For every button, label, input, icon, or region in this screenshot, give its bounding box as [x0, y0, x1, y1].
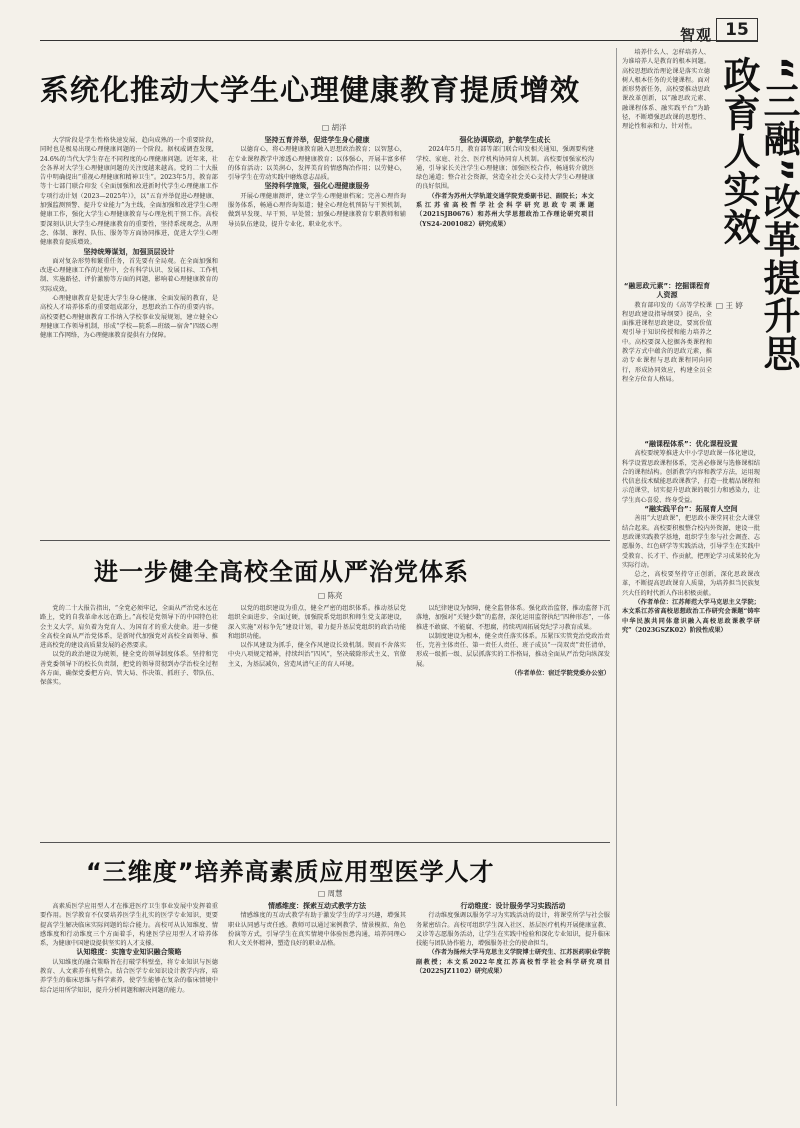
article2-col2 [228, 604, 406, 834]
article1-para: 大学阶段是学生性格快速发展、趋向成熟的一个重要阶段，同时也是极易出现心理健康问题的一个阶段。据权威调查发现，24.6%的当代大学生存在不同程度的心理健康问题。近年来，社会各界对大学生心理健康问题的关注度越来越高。党的二十大报告中明确提出“重视心理健康和精神卫生”。2023年5月，教育部等十七部门联合印发《全面加强和改进新时代学生心理健康工作专项行动计划（2023—2025年）》，以“五育并举促进心理健康、加强监测预警、提升专业能力”为主线，全面加强和改进学生心理健康工作，强化大学生心理健康教育与心理危机干预工作。高校要深刻认识大学生心理健康教育的重要性，坚持系统观念，从理念、体制、课程、队伍、服务等方面协同推进，促进大学生心理健康教育提质增效。 [40, 137, 218, 247]
page-number: 15 [716, 18, 758, 42]
article3-author-note: （作者为扬州大学马克思主义学院博士研究生、江苏医药职业学院副教授；本文系2022年度江苏高校哲学社会科学研究项目（2022SJZ1102）研究成果） [416, 949, 610, 976]
article1-subheading: 坚持统筹谋划，加强顶层设计 [83, 247, 175, 256]
article1-subheading: 坚持科学施策，强化心理健康服务 [264, 182, 370, 191]
article4-subheading: “融课程体系”：优化课程设置 [644, 440, 738, 448]
article4-para: 善用“大思政课”，把思政小课堂同社会大课堂结合起来。高校要积极整合校内外资源，建设一批思政课实践教学基地，组织学生参与社会调查、志愿服务、红色研学等实践活动，引导学生在实践中受教育、长才干、作贡献，把理论学习成果转化为实际行动。 [622, 515, 760, 569]
divider [40, 540, 610, 541]
article2-title: 进一步健全高校全面从严治党体系 [94, 558, 469, 586]
article1-para: 开展心理健康测评，建立学生心理健康档案；完善心理咨询服务体系，畅通心理咨询渠道；健全心理危机预防与干预机制，做到早发现、早干预、早处置；加强心理健康教育专职教师和辅导员队伍建设，提升专业化、职业化水平。 [228, 192, 406, 228]
article4-para: 总之，高校要坚持守正创新，深化思政课改革，不断提高思政课育人质量，为培养担当民族复兴大任的时代新人作出积极贡献。 [622, 571, 760, 597]
article2-author: □ 陈亮 [318, 591, 343, 600]
article3-para: 认知维度的融合策略旨在打破学科壁垒，将专业知识与医德教育、人文素养有机整合。结合医学专业知识设计教学内容，培养学生的临床思维与科学素养，使学生能够在复杂的临床情境中综合运用所学知识，提升分析问题和解决问题的能力。 [40, 958, 218, 994]
article4-subheading: “融思政元素”：挖掘课程育人资源 [623, 282, 711, 300]
article1-author: □ 胡洋 [322, 123, 347, 132]
article1-author-note: （作者为苏州大学轨道交通学院党委副书记、副院长；本文系江苏省高校哲学社会科学研究思政专项课题（2021SJB0676）和苏州大学思想政治工作理论研究项目（YS24-2001082）研究成果） [416, 192, 594, 228]
article1-col1 [40, 136, 218, 534]
article3-para: 行动维度强调以服务学习为实践活动的设计，将课堂所学与社会服务紧密结合。高校可组织学生深入社区、基层医疗机构开展健康宣教、义诊等志愿服务活动，让学生在实践中检验和深化专业知识，提升临床技能与团队协作能力，增强服务社会的使命担当。 [416, 912, 610, 948]
article3-title: “三维度”培养高素质应用型医学人才 [86, 858, 495, 886]
article1-subheading: 强化协调联动，护航学生成长 [459, 136, 551, 144]
article2-para: 以党的政治建设为统领，健全党的领导制度体系。坚持和完善党委领导下的校长负责制，把党的领导贯彻到办学治校全过程各方面，确保党委把方向、管大局、作决策、抓班子、带队伍、保落实。 [40, 651, 218, 687]
article4-author: □ 王 婷 [716, 301, 743, 310]
article4-col-top [622, 48, 710, 278]
article3-para: 高素质医学应用型人才在推进医疗卫生事业发展中发挥着重要作用。医学教育不仅要培养医学生扎实的医学专业知识，更要提高学生解决临床实际问题的综合能力。高校可从认知维度、情感维度和行动维度三个方面着手，构建医学应用型人才培养体系，为健康中国建设提供坚实的人才支撑。 [40, 903, 218, 948]
article1-col3 [416, 136, 594, 534]
article3-subheading: 情感维度：探索互动式教学方法 [268, 902, 366, 910]
article3-para: 情感维度的互动式教学有助于激发学生的学习兴趣，增强其职业认同感与责任感。教师可以通过案例教学、情景模拟、角色扮演等方式，引导学生在真实情境中体验医患沟通，培养同理心和人文关怀精神，塑造良好的职业品格。 [228, 912, 406, 948]
article4-subheading: “融实践平台”：拓展育人空间 [644, 505, 738, 514]
article1-title: 系统化推动大学生心理健康教育提质增效 [40, 73, 581, 107]
article2-para: 以党的组织建设为重点，健全严密的组织体系。推动基层党组织全面进步、全面过硬，加强院系党组织和师生党支部建设，深入实施“对标争先”建设计划，着力提升基层党组织的政治功能和组织功能。 [228, 605, 406, 640]
article1-para: 2024年5月，教育部等部门联合印发相关通知，强调要构建学校、家庭、社会、医疗机构协同育人机制。高校要加强家校沟通，引导家长关注学生心理健康；加强医校合作，畅通转介就医绿色通道；整合社会资源，营造全社会关心支持大学生心理健康的良好氛围。 [416, 146, 594, 191]
article4-para: 培养什么人、怎样培养人、为谁培养人是教育的根本问题。高校思想政治理论课是落实立德树人根本任务的关键课程。面对新形势新任务，高校要推动思政课改革创新，以“融思政元素、融课程体系、融实践平台”为路径，不断增强思政课的思想性、理论性和亲和力、针对性。 [622, 49, 710, 131]
article1-col2 [228, 136, 406, 534]
article1-para: 心理健康教育是促进大学生身心健康、全面发展的教育，是高校人才培养体系的重要组成部分，思想政治工作的重要内容。高校要把心理健康教育工作纳入学校事业发展规划，建立健全心理健康工作领导机制，形成“学校—院系—班级—宿舍”四级心理健康工作网络，为心理健康教育提供有力保障。 [40, 295, 218, 340]
article3-subheading: 行动维度：设计服务学习实践活动 [460, 902, 566, 910]
article2-col3 [416, 604, 610, 834]
article3-subheading: 认知维度：实施专业知识融合策略 [76, 948, 182, 957]
header-rule [40, 40, 758, 41]
article4-col-bottom [622, 440, 760, 1104]
article4-author-note: （作者单位：江苏师范大学马克思主义学院；本文系江苏省高校思想政治工作研究会课题“铸牢中华民族共同体意识融入高校思政课教学研究”（2023GSZK02）阶段性成果） [622, 599, 760, 634]
article3-author: □ 周慧 [318, 889, 343, 898]
column-separator [616, 48, 617, 1106]
article3-col2 [228, 902, 406, 1102]
article2-para: 党的二十大报告指出，“全党必须牢记，全面从严治党永远在路上，党的自我革命永远在路上。”高校是党领导下的中国特色社会主义大学，肩负着为党育人、为国育才的重大使命。进一步健全高校全面从严治党体系，是新时代加强党对高校全面领导、推进高校党的建设高质量发展的必然要求。 [40, 605, 218, 650]
article4-title: “三融”改革提升思政育人实效 [717, 56, 800, 373]
article1-subheading: 坚持五育并举，促进学生身心健康 [264, 136, 370, 144]
article2-para: 以纪律建设为保障，健全监督体系。强化政治监督，推动监督下沉落地，加强对“关键少数”的监督，深化运用监督执纪“四种形态”，一体推进不敢腐、不能腐、不想腐，持续巩固拓展党纪学习教育成果。 [416, 605, 610, 631]
article3-col3 [416, 902, 610, 1102]
article2-author-note: （作者单位：宿迁学院党委办公室） [511, 670, 610, 678]
article3-col1 [40, 902, 218, 1102]
article1-para: 面对复杂形势和繁重任务，首先要有全局观。在全面加强和改进心理健康工作的过程中，会有科学认识、发展目标、工作机制、实施路径、评价激励等方面的问题，影响着心理健康教育的实际成效。 [40, 257, 218, 293]
section-label: 智观 [679, 26, 712, 44]
article2-col1 [40, 604, 218, 834]
article4-col-mid [622, 282, 712, 432]
article2-para: 以制度建设为根本，健全责任落实体系。压紧压实管党治党政治责任，完善主体责任、第一责任人责任、班子成员“一岗双责”责任清单，形成一级抓一级、层层抓落实的工作格局，推动全面从严治党向纵深发展。 [416, 632, 610, 668]
article4-para: 高校要统筹推进大中小学思政课一体化建设，科学设置思政课程体系，完善必修课与选修课相结合的课程结构。创新教学内容和教学方法，运用现代信息技术赋能思政课教学，打造一批精品课程和示范课堂，切实提升思政课的吸引力和感染力，让学生真心喜爱、终身受益。 [622, 450, 760, 504]
article4-para: 教育部印发的《高等学校课程思政建设指导纲要》提出，全面推进课程思政建设，要寓价值观引导于知识传授和能力培养之中。高校要深入挖掘各类课程和教学方式中蕴含的思政元素，推动专业课程与思政课程同向同行，形成协同效应，构建全员全程全方位育人格局。 [622, 301, 712, 383]
article2-para: 以作风建设为抓手，健全作风建设长效机制。锲而不舍落实中央八项规定精神，持续纠治“四风”，坚决破除形式主义、官僚主义，为基层减负，营造风清气正的育人环境。 [228, 642, 406, 668]
divider [40, 842, 610, 843]
article1-para: 以德育心，将心理健康教育融入思想政治教育；以智慧心，在专业课程教学中渗透心理健康教育；以体强心，开展丰富多样的体育活动；以美润心，发挥美育的情感陶冶作用；以劳健心，引导学生在劳动实践中磨炼意志品质。 [228, 146, 406, 182]
